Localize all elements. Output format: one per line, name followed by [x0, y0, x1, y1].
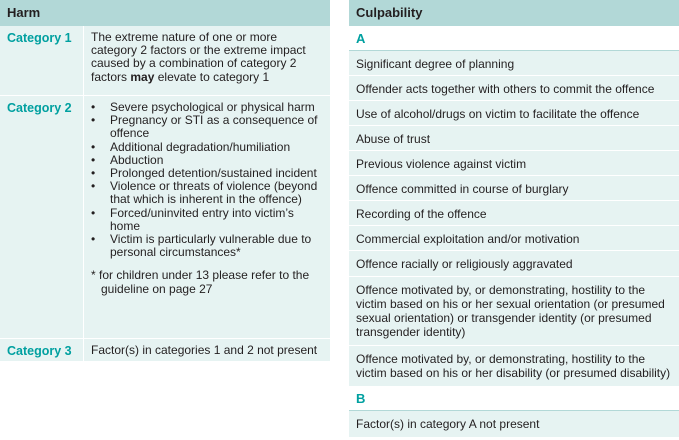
- bullet-icon: •: [91, 100, 96, 114]
- bullet-icon: •: [91, 205, 96, 220]
- list-item: • Forced/uninvited entry into victim’s home: [91, 205, 294, 233]
- column-divider: [83, 339, 84, 361]
- harm-category-2-row: [0, 96, 330, 339]
- culpability-a-item: Abuse of trust: [349, 126, 679, 151]
- bullet-icon: •: [91, 113, 96, 128]
- list-item: • Pregnancy or STI as a consequence of offence: [91, 113, 318, 141]
- culpability-a-item: Offence committed in course of burglary: [349, 176, 679, 201]
- list-item: • Prolonged detention/sustained incident: [91, 166, 317, 181]
- bullet-icon: •: [91, 232, 96, 247]
- list-item: • Additional degradation/humiliation: [91, 139, 291, 154]
- bullet-icon: •: [91, 179, 96, 194]
- harm-category-1-row: [0, 26, 330, 96]
- culpability-b-item: Factor(s) in category A not present: [349, 411, 679, 438]
- column-divider: [83, 26, 84, 95]
- culpability-a-item: Recording of the offence: [349, 201, 679, 226]
- culpability-a-item: Use of alcohol/drugs on victim to facilitate the offence: [349, 101, 679, 126]
- list-item: • Violence or threats of violence (beyond that which is inherent in the offence): [91, 179, 318, 207]
- list-item: • Victim is particularly vulnerable due to personal circumstances*: [91, 232, 312, 260]
- category-1-bold-word: may: [130, 69, 155, 84]
- category-2-footnote: * for children under 13 please refer to the guideline on page 27: [91, 268, 310, 296]
- category-2-body: [91, 101, 325, 296]
- culpability-a-item: Offender acts together with others to commit the offence: [349, 76, 679, 101]
- bullet-icon: •: [91, 139, 96, 154]
- culpability-header: Culpability: [349, 0, 679, 26]
- culpability-a-item: Offence motivated by, or demonstrating, hostility to the victim based on his or her sexual orientation (or presumed sexual orientation) or transgender identity (or presumed transgender identity): [349, 277, 679, 346]
- category-2-label: Category 2: [7, 101, 72, 115]
- culpability-b-label: B: [349, 388, 679, 411]
- bullet-icon: •: [91, 152, 96, 167]
- list-item: • Severe psychological or physical harm: [91, 100, 315, 114]
- category-3-label: Category 3: [7, 344, 72, 358]
- culpability-a-item: Offence motivated by, or demonstrating, hostility to the victim based on his or her disability (or presumed disability): [349, 346, 679, 387]
- bullet-icon: •: [91, 166, 96, 181]
- category-1-text: The extreme nature of one or more category 2 factors or the extreme impact caused by a combination of category 2 factors may elevate to category 1: [91, 30, 306, 84]
- harm-category-3-row: [0, 339, 330, 362]
- harm-header: Harm: [0, 0, 330, 26]
- column-divider: [83, 96, 84, 338]
- category-1-label: Category 1: [7, 31, 72, 45]
- culpability-a-item: Offence racially or religiously aggravated: [349, 251, 679, 277]
- culpability-a-label: A: [349, 28, 679, 51]
- category-2-bullet-list: [91, 101, 325, 259]
- list-item: • Abduction: [91, 152, 164, 167]
- category-3-text: Factor(s) in categories 1 and 2 not present: [91, 343, 318, 357]
- culpability-a-item: Significant degree of planning: [349, 51, 679, 76]
- culpability-a-item: Previous violence against victim: [349, 151, 679, 176]
- culpability-a-item: Commercial exploitation and/or motivation: [349, 226, 679, 251]
